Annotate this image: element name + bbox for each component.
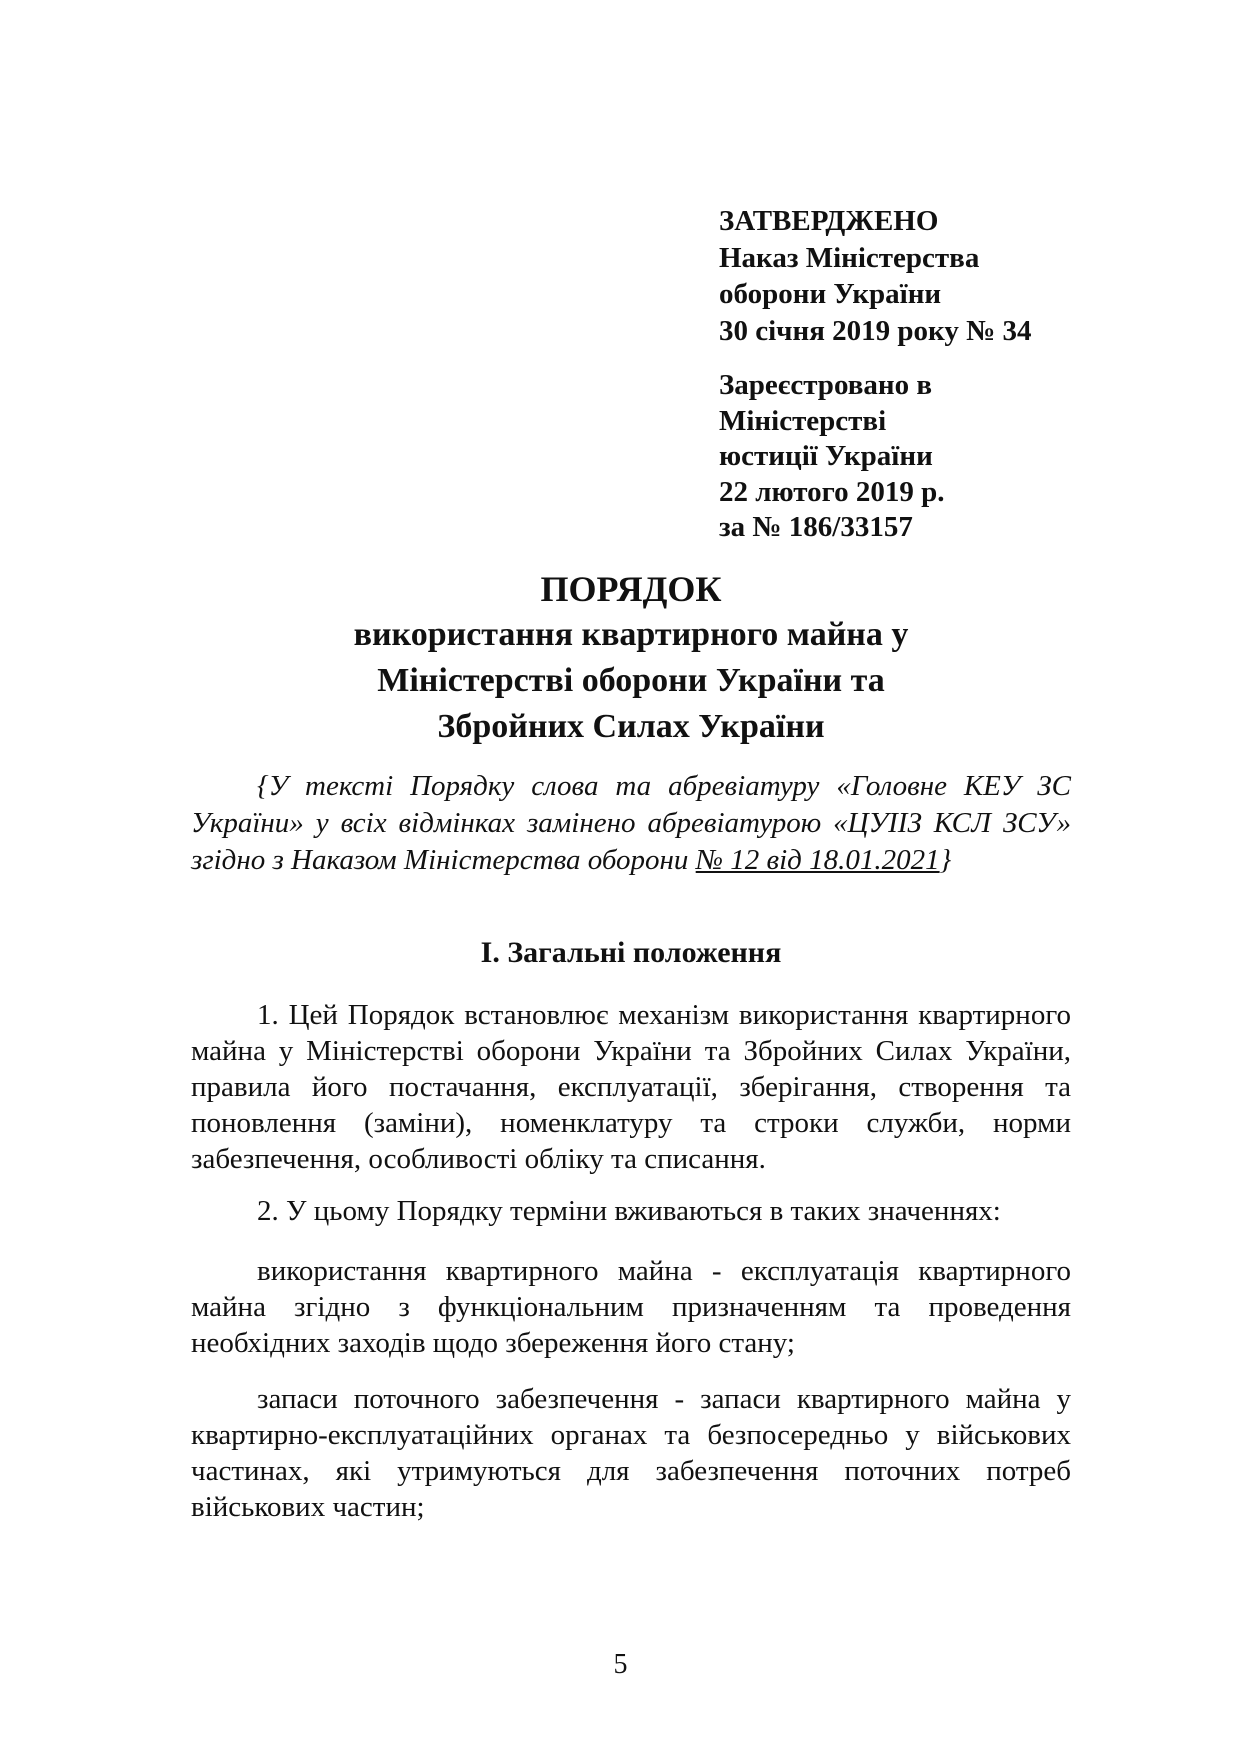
amendment-note	[191, 768, 1071, 879]
section-heading: І. Загальні положення	[480, 936, 782, 969]
registration-line: Зареєстровано в	[719, 369, 932, 401]
title-line: Міністерстві оборони України та	[377, 662, 885, 699]
approval-line: Наказ Міністерства	[719, 241, 980, 274]
page-number: 5	[613, 1649, 628, 1680]
document-title	[191, 566, 1071, 750]
definition-2: запаси поточного забезпечення - запаси квартирного майна у квартирно-експлуатаційних органах та безпосередньо у військових частинах, які утримуються для забезпечення поточних потреб військових частин;	[191, 1383, 1071, 1523]
approval-line: ЗАТВЕРДЖЕНО	[719, 205, 939, 237]
title-line: використання квартирного майна у	[353, 616, 909, 653]
approval-line: 30 січня 2019 року № 34	[719, 314, 1032, 347]
registration-line: юстиції України	[719, 440, 933, 472]
note-closing: }	[939, 844, 952, 876]
definition-1: використання квартирного майна - експлуатація квартирного майна згідно з функціональним призначенням та проведення необхідних заходів щодо збереження його стану;	[191, 1255, 1071, 1359]
title-line: Збройних Силах України	[437, 708, 825, 745]
amendment-link[interactable]: № 12 від 18.01.2021	[695, 844, 940, 876]
approval-stamp	[719, 203, 1032, 349]
registration-stamp	[719, 368, 945, 546]
paragraph-2: 2. У цьому Порядку терміни вживаються в таких значеннях:	[257, 1195, 1001, 1227]
note-text: {У тексті Порядку слова та абревіатуру «Головне КЕУ ЗС України» у всіх відмінках замінено абревіатурою «ЦУІІЗ КСЛ ЗСУ» згідно з Наказом Міністерства оборони	[191, 770, 1071, 876]
title-main: ПОРЯДОК	[540, 569, 722, 609]
approval-line: оборони України	[719, 278, 942, 310]
registration-line: за № 186/33157	[719, 511, 913, 543]
registration-line: Міністерстві	[719, 404, 887, 437]
paragraph-1: 1. Цей Порядок встановлює механізм використання квартирного майна у Міністерстві оборони України та Збройних Силах України, правила його постачання, експлуатації, зберігання, створення та поновлення (заміни), номенклатуру та строки служби, норми забезпечення, особливості обліку та списання.	[191, 999, 1071, 1175]
registration-line: 22 лютого 2019 р.	[719, 475, 945, 508]
